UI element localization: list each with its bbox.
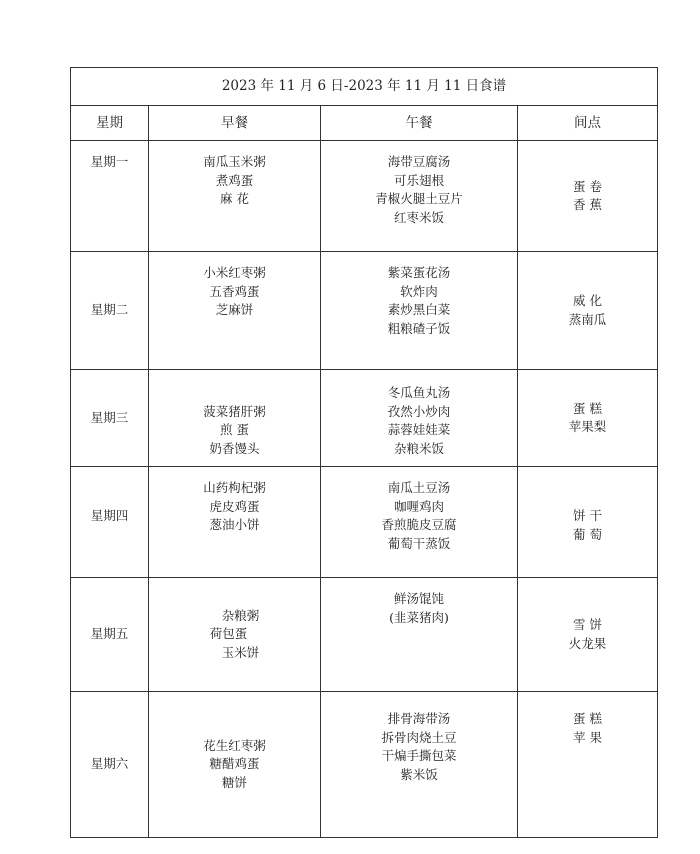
lunch-cell bbox=[321, 141, 518, 252]
lunch-cell bbox=[321, 252, 518, 370]
menu-item: 芝麻饼 bbox=[215, 302, 254, 317]
menu-item: 蛋 卷 bbox=[573, 178, 602, 194]
menu-item: 南瓜土豆汤 bbox=[387, 480, 451, 495]
menu-item: 玉米饼 bbox=[221, 644, 260, 660]
menu-item: 荷包蛋 bbox=[209, 626, 248, 642]
menu-item: 咖喱鸡肉 bbox=[393, 498, 444, 514]
menu-item: 虎皮鸡蛋 bbox=[209, 498, 260, 514]
header-snack: 间点 bbox=[518, 106, 658, 141]
breakfast-cell bbox=[149, 370, 321, 467]
day-cell: 星期一 bbox=[71, 141, 149, 252]
menu-item: 菠菜猪肝粥 bbox=[203, 403, 266, 419]
menu-item: 小米红枣粥 bbox=[203, 265, 266, 280]
menu-item: 香煎脆皮豆腐 bbox=[381, 517, 457, 532]
menu-item: 煎 蛋 bbox=[220, 422, 249, 437]
menu-item: 可乐翅根 bbox=[393, 172, 444, 188]
menu-item: 蛋 糕 bbox=[573, 711, 602, 726]
menu-item: 拆骨肉烧土豆 bbox=[381, 729, 457, 745]
menu-item: 麻 花 bbox=[220, 191, 249, 206]
menu-item: 花生红枣粥 bbox=[203, 737, 266, 753]
snack-cell bbox=[518, 578, 658, 692]
menu-item: 粗粮碴子饭 bbox=[387, 320, 451, 336]
menu-item: 南瓜玉米粥 bbox=[203, 154, 266, 169]
day-cell: 星期三 bbox=[71, 370, 149, 467]
menu-item: 孜然小炒肉 bbox=[387, 403, 451, 419]
menu-item: 饼 干 bbox=[573, 508, 602, 523]
menu-item: 雪 饼 bbox=[573, 617, 602, 632]
lunch-cell bbox=[321, 370, 518, 467]
day-cell: 星期五 bbox=[71, 578, 149, 692]
header-row bbox=[71, 106, 658, 141]
header-lunch: 午餐 bbox=[321, 106, 518, 141]
menu-item: 五香鸡蛋 bbox=[209, 283, 260, 299]
day-cell: 星期六 bbox=[71, 692, 149, 838]
menu-item: 苹 果 bbox=[573, 729, 602, 745]
menu-item: 煮鸡蛋 bbox=[215, 172, 254, 188]
breakfast-cell bbox=[149, 467, 321, 578]
menu-item: 糖醋鸡蛋 bbox=[209, 756, 260, 772]
day-cell: 星期二 bbox=[71, 252, 149, 370]
menu-item: 青椒火腿土豆片 bbox=[375, 191, 463, 206]
header-day: 星期 bbox=[71, 106, 149, 141]
snack-cell bbox=[518, 692, 658, 838]
menu-item: 排骨海带汤 bbox=[387, 711, 451, 726]
menu-item: 葡萄干蒸饭 bbox=[387, 535, 451, 551]
snack-cell bbox=[518, 141, 658, 252]
menu-item: 蛋 糕 bbox=[573, 400, 602, 416]
menu-item: 奶香馒头 bbox=[209, 440, 260, 456]
menu-item: 杂粮粥 bbox=[221, 607, 260, 623]
menu-table bbox=[70, 67, 658, 838]
menu-item: 苹果梨 bbox=[568, 419, 607, 434]
menu-item: 蒸南瓜 bbox=[568, 311, 607, 327]
menu-item: 葱油小饼 bbox=[209, 517, 260, 532]
table-row bbox=[71, 252, 658, 370]
snack-cell bbox=[518, 252, 658, 370]
day-cell: 星期四 bbox=[71, 467, 149, 578]
menu-item: 葡 萄 bbox=[573, 526, 602, 542]
snack-cell bbox=[518, 467, 658, 578]
breakfast-cell bbox=[149, 141, 321, 252]
menu-item: 冬瓜鱼丸汤 bbox=[387, 385, 451, 400]
menu-item: 素炒黑白菜 bbox=[387, 302, 451, 317]
menu-item: 糖饼 bbox=[221, 774, 247, 790]
menu-item: 紫菜蛋花汤 bbox=[387, 265, 451, 280]
menu-item: 海带豆腐汤 bbox=[387, 154, 451, 169]
breakfast-cell bbox=[149, 578, 321, 692]
header-breakfast: 早餐 bbox=[149, 106, 321, 141]
menu-item: 软炸肉 bbox=[400, 283, 438, 299]
menu-item: 山药枸杞粥 bbox=[203, 480, 266, 495]
lunch-cell bbox=[321, 578, 518, 692]
table-row bbox=[71, 467, 658, 578]
menu-item: 紫米饭 bbox=[400, 766, 438, 782]
menu-item: 鲜汤馄饨 bbox=[393, 591, 444, 606]
breakfast-cell bbox=[149, 252, 321, 370]
menu-item: 干煸手撕包菜 bbox=[381, 748, 457, 763]
menu-item: 红枣米饭 bbox=[393, 209, 444, 225]
lunch-cell bbox=[321, 692, 518, 838]
table-row bbox=[71, 692, 658, 838]
lunch-cell bbox=[321, 467, 518, 578]
table-row bbox=[71, 578, 658, 692]
menu-item: 蒜蓉娃娃菜 bbox=[387, 422, 451, 437]
menu-item: 杂粮米饭 bbox=[393, 440, 444, 456]
menu-item: 威 化 bbox=[573, 293, 602, 308]
menu-item: 火龙果 bbox=[568, 635, 607, 651]
menu-title: 2023 年 11 月 6 日-2023 年 11 月 11 日食谱 bbox=[71, 68, 658, 106]
table-row bbox=[71, 141, 658, 252]
menu-item: 香 蕉 bbox=[573, 197, 602, 212]
breakfast-cell bbox=[149, 692, 321, 838]
snack-cell bbox=[518, 370, 658, 467]
menu-item: (韭菜猪肉) bbox=[389, 609, 449, 625]
table-row bbox=[71, 370, 658, 467]
